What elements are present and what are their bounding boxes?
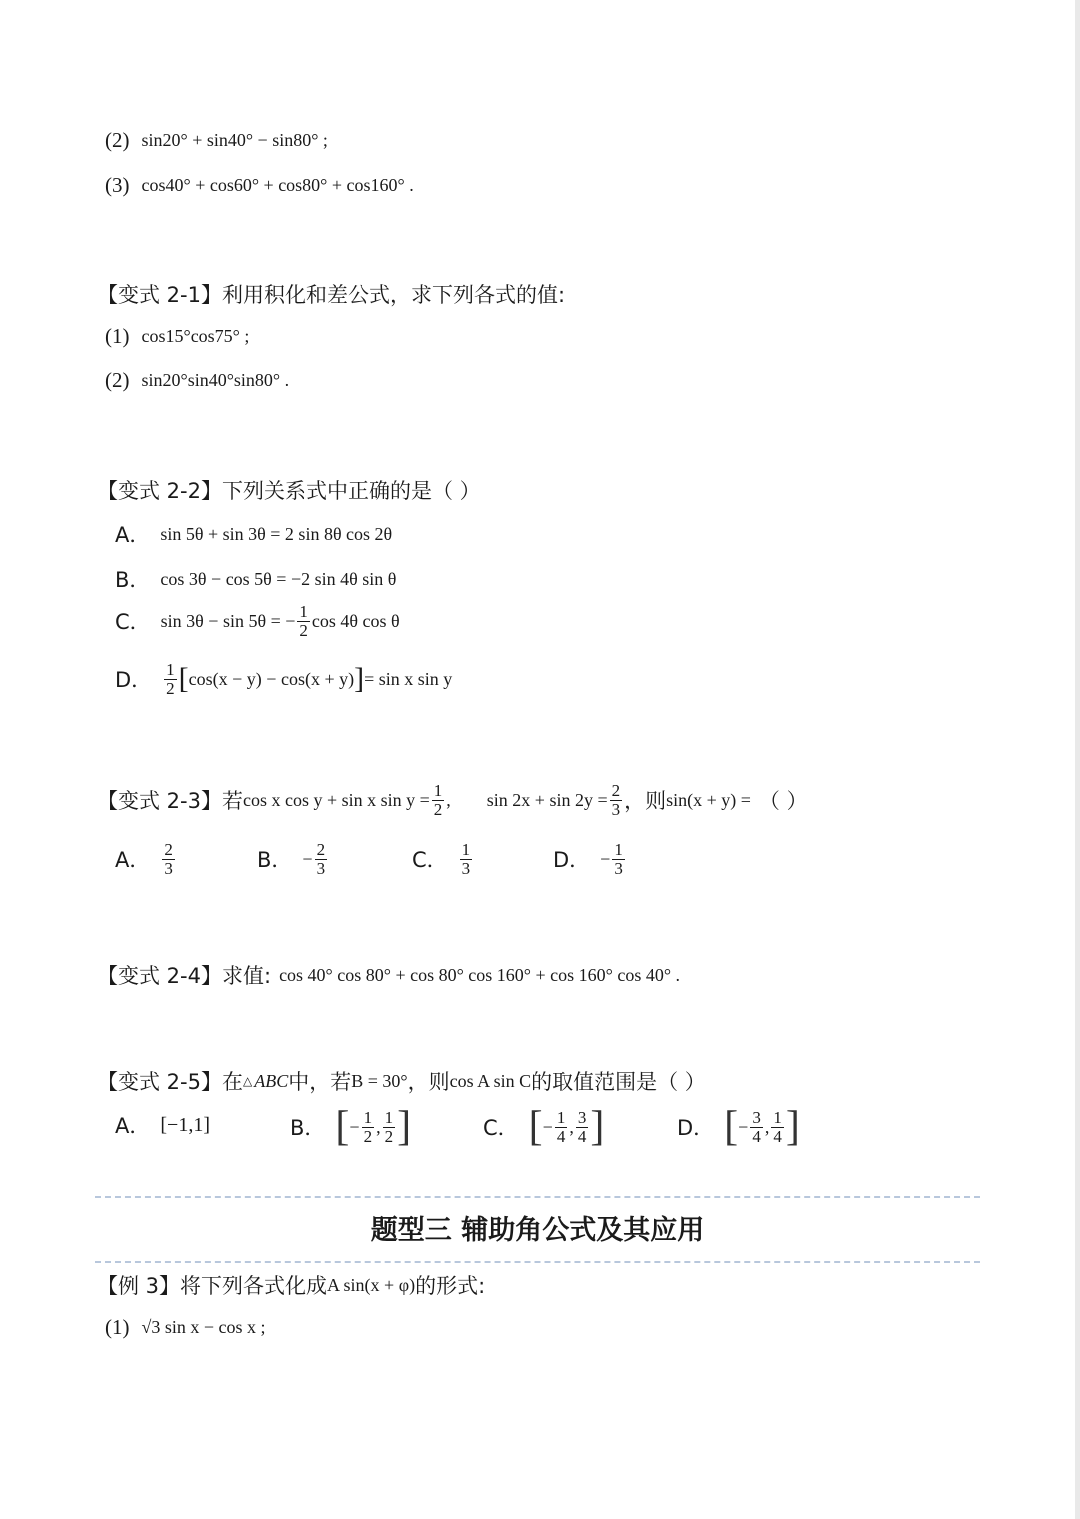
bracket-close: ] — [590, 1104, 605, 1150]
comma: , — [446, 789, 451, 810]
fraction: 1 3 — [461, 840, 471, 878]
answer-paren: （ ） — [758, 789, 808, 814]
item-number: (2) — [105, 368, 130, 392]
section-title: 题型三 辅助角公式及其应用 — [370, 1215, 705, 1246]
fraction: 1 2 — [166, 660, 175, 698]
interval: [−1,1] — [160, 1113, 210, 1136]
variant-label: 【变式 2-5】 — [97, 1070, 222, 1094]
triangle-icon: △ — [242, 1073, 253, 1088]
variant-label: 【变式 2-2】 — [97, 479, 222, 503]
option-letter: A． — [115, 848, 151, 873]
variant-text: 下列关系式中正确的是（ ） — [221, 479, 481, 503]
problem-2 — [105, 128, 328, 153]
math-expression: cos 40° cos 80° + cos 80° cos 160° + cos 160° cos 40° . — [279, 964, 681, 985]
fraction: $\frac{1}{2}$ — [299, 602, 308, 640]
math-expression: sin 2x + sin 2y = — [486, 789, 608, 810]
math-expression: cos x cos y + sin x sin y = — [242, 789, 430, 810]
fraction: 1 2 — [384, 1107, 394, 1146]
variant-2-2-heading — [97, 475, 481, 505]
variant-label: 【变式 2-4】 — [97, 964, 222, 988]
option-letter: C． — [483, 1116, 519, 1140]
bracket-open: [ — [724, 1104, 739, 1150]
option-letter: D． — [553, 848, 591, 873]
math-expression: cos40° + cos60° + cos80° + cos160° . — [141, 175, 414, 195]
option-letter: C． — [115, 610, 151, 635]
fraction: $\frac{2}{3}$ — [316, 840, 326, 878]
option-letter: C． — [412, 848, 448, 873]
bracket-close: ] — [785, 1104, 800, 1150]
option-d — [553, 841, 627, 878]
option-d — [115, 661, 452, 698]
option-c: C． [ − $\frac{1}{4}$ , 3 4 ] — [483, 1104, 605, 1150]
problem-3 — [105, 173, 414, 198]
bracket-open: [ — [178, 662, 189, 696]
variant-text: 求值: — [221, 964, 272, 988]
page-edge — [1075, 0, 1080, 1519]
variant-label: 【变式 2-1】 — [97, 283, 222, 307]
option-letter: A． — [115, 1114, 151, 1138]
math-expression: sin20°sin40°sin80° . — [141, 370, 290, 390]
section-divider-top — [95, 1196, 980, 1198]
item-number: (2) — [105, 128, 130, 152]
option-d: D． [ − $\frac{3}{4}$ , 1 4 ] — [677, 1104, 800, 1150]
option-b — [257, 841, 329, 878]
variant-text: 利用积化和差公式，求下列各式的值: — [221, 283, 566, 307]
minus-sign: − — [738, 1116, 749, 1137]
option-letter: D． — [115, 668, 153, 693]
fraction: $\frac{1}{3}$ — [614, 840, 623, 878]
variant-2-1-item-2 — [105, 368, 289, 393]
minus-sign: − — [542, 1116, 553, 1137]
option-letter: B． — [257, 848, 293, 873]
math-expression: A sin(x + φ) — [327, 1274, 416, 1295]
bracket-close: ] — [397, 1104, 412, 1150]
fraction: 2 3 — [164, 840, 173, 878]
math-expression: cos 3θ − cos 5θ = −2 sin 4θ sin θ — [160, 568, 397, 589]
fraction: $\frac{3}{4}$ — [752, 1107, 761, 1146]
if-text: 若 — [221, 789, 243, 814]
if-text: 中，若 — [288, 1070, 352, 1094]
option-b: B． [ − $\frac{1}{2}$ , 1 2 ] — [290, 1104, 412, 1150]
fraction: $\frac{1}{2}$ — [433, 781, 443, 819]
fraction: 3 4 — [577, 1107, 587, 1146]
option-letter: B． — [290, 1116, 326, 1140]
math-expression: cos(x − y) − cos(x + y) — [188, 668, 355, 689]
then-text: ，则 — [407, 1070, 450, 1094]
variant-2-5-heading — [97, 1066, 706, 1096]
variant-label: 【变式 2-3】 — [97, 789, 222, 814]
section-divider-bottom — [95, 1261, 980, 1263]
option-b — [115, 564, 396, 594]
variant-2-1-heading — [97, 279, 565, 309]
math-expression: = sin x sin y — [364, 668, 453, 689]
triangle-name: ABC — [254, 1070, 289, 1091]
option-c — [412, 841, 474, 878]
option-a — [115, 1110, 210, 1140]
math-expression: √3 sin x − cos x ; — [141, 1317, 266, 1337]
option-a — [115, 519, 392, 549]
option-c — [115, 603, 400, 640]
bracket-close: ] — [354, 662, 365, 696]
condition: B = 30° — [351, 1070, 408, 1091]
math-expression: sin 3θ − sin 5θ = − — [160, 610, 296, 631]
option-letter: B． — [115, 568, 151, 592]
item-number: (3) — [105, 173, 130, 197]
minus-sign: − — [600, 848, 611, 869]
item-number: (1) — [105, 1315, 130, 1339]
math-expression: cos A sin C — [449, 1070, 532, 1091]
item-number: (1) — [105, 324, 130, 348]
minus-sign: − — [349, 1116, 360, 1137]
variant-2-3-heading — [97, 782, 808, 819]
example-text: 将下列各式化成 — [180, 1274, 328, 1298]
example-3-heading — [97, 1270, 485, 1300]
math-expression: sin 5θ + sin 3θ = 2 sin 8θ cos 2θ — [160, 523, 393, 544]
minus-sign: − — [302, 848, 313, 869]
option-a — [115, 841, 177, 878]
fraction: 1 4 — [773, 1107, 782, 1146]
option-letter: A． — [115, 523, 151, 547]
variant-2-1-item-1 — [105, 324, 249, 349]
variant-2-4-heading — [97, 960, 680, 990]
math-expression: cos15°cos75° ; — [141, 326, 250, 346]
fraction: $\frac{1}{2}$ — [363, 1107, 373, 1146]
bracket-open: [ — [335, 1104, 350, 1150]
example-text: 的形式: — [415, 1274, 486, 1298]
math-expression: cos 4θ cos θ — [311, 610, 400, 631]
example-3-item-1 — [105, 1315, 266, 1340]
example-label: 【例 3】 — [97, 1274, 181, 1298]
variant-text: 的取值范围是（ ） — [531, 1070, 706, 1094]
in-text: 在 — [221, 1070, 243, 1094]
option-letter: D． — [677, 1116, 715, 1140]
then-text: ，则 — [624, 789, 667, 814]
fraction: $\frac{2}{3}$ — [611, 781, 621, 819]
math-expression: sin20° + sin40° − sin80° ; — [141, 130, 328, 150]
fraction: $\frac{1}{4}$ — [556, 1107, 566, 1146]
bracket-open: [ — [528, 1104, 543, 1150]
math-expression: sin(x + y) = — [666, 789, 751, 810]
